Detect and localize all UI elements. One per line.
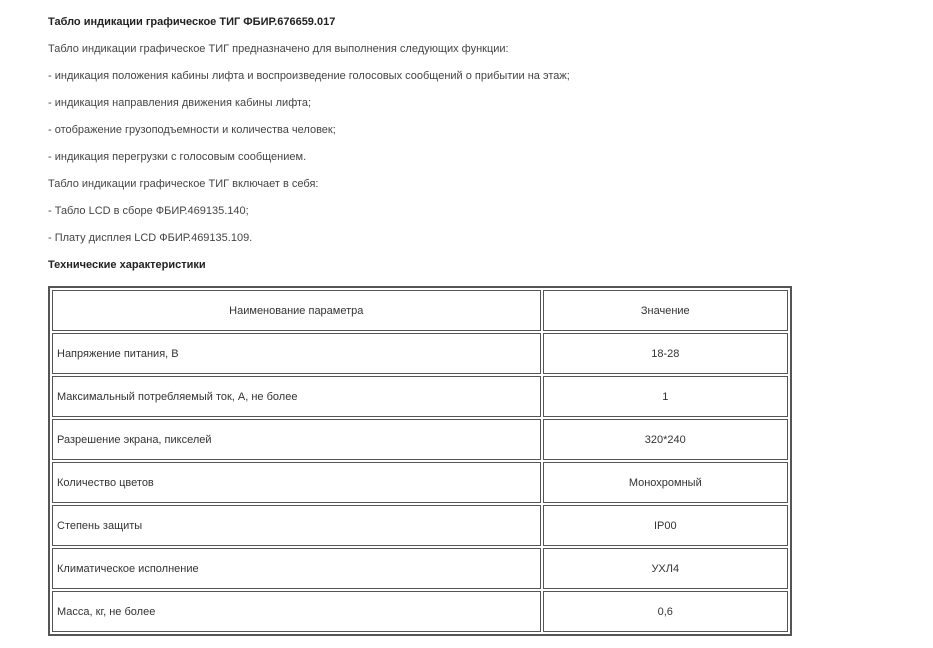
parameter-cell: Количество цветов	[52, 462, 541, 503]
column-header-value: Значение	[543, 290, 788, 331]
table-row	[52, 419, 788, 460]
includes-intro: Табло индикации графическое ТИГ включает в себя:	[48, 178, 319, 190]
includes-item: - Табло LCD в сборе ФБИР.469135.140;	[48, 205, 249, 217]
table-row	[52, 591, 788, 632]
specs-table	[48, 286, 792, 636]
table-row	[52, 333, 788, 374]
table-row	[52, 505, 788, 546]
table-row	[52, 548, 788, 589]
column-header-parameter: Наименование параметра	[52, 290, 541, 331]
table-header-row	[52, 290, 788, 331]
value-cell: 1	[543, 376, 788, 417]
value-cell: 320*240	[543, 419, 788, 460]
value-cell: IP00	[543, 505, 788, 546]
parameter-cell: Степень защиты	[52, 505, 541, 546]
function-item: - отображение грузоподъемности и количества человек;	[48, 124, 336, 136]
function-item: - индикация направления движения кабины лифта;	[48, 97, 312, 109]
parameter-cell: Климатическое исполнение	[52, 548, 541, 589]
value-cell: Монохромный	[543, 462, 788, 503]
table-row	[52, 376, 788, 417]
parameter-cell: Масса, кг, не более	[52, 591, 541, 632]
table-row	[52, 462, 788, 503]
specs-heading: Технические характеристики	[48, 259, 206, 271]
value-cell: 18-28	[543, 333, 788, 374]
product-description	[48, 14, 908, 273]
value-cell: УХЛ4	[543, 548, 788, 589]
function-item: - индикация положения кабины лифта и воспроизведение голосовых сообщений о прибытии на этаж;	[48, 70, 570, 82]
product-title: Табло индикации графическое ТИГ ФБИР.676659.017	[48, 16, 336, 28]
includes-item: - Плату дисплея LCD ФБИР.469135.109.	[48, 232, 253, 244]
parameter-cell: Максимальный потребляемый ток, А, не более	[52, 376, 541, 417]
function-item: - индикация перегрузки с голосовым сообщением.	[48, 151, 307, 163]
parameter-cell: Напряжение питания, В	[52, 333, 541, 374]
value-cell: 0,6	[543, 591, 788, 632]
parameter-cell: Разрешение экрана, пикселей	[52, 419, 541, 460]
intro-text: Табло индикации графическое ТИГ предназначено для выполнения следующих функции:	[48, 43, 509, 55]
